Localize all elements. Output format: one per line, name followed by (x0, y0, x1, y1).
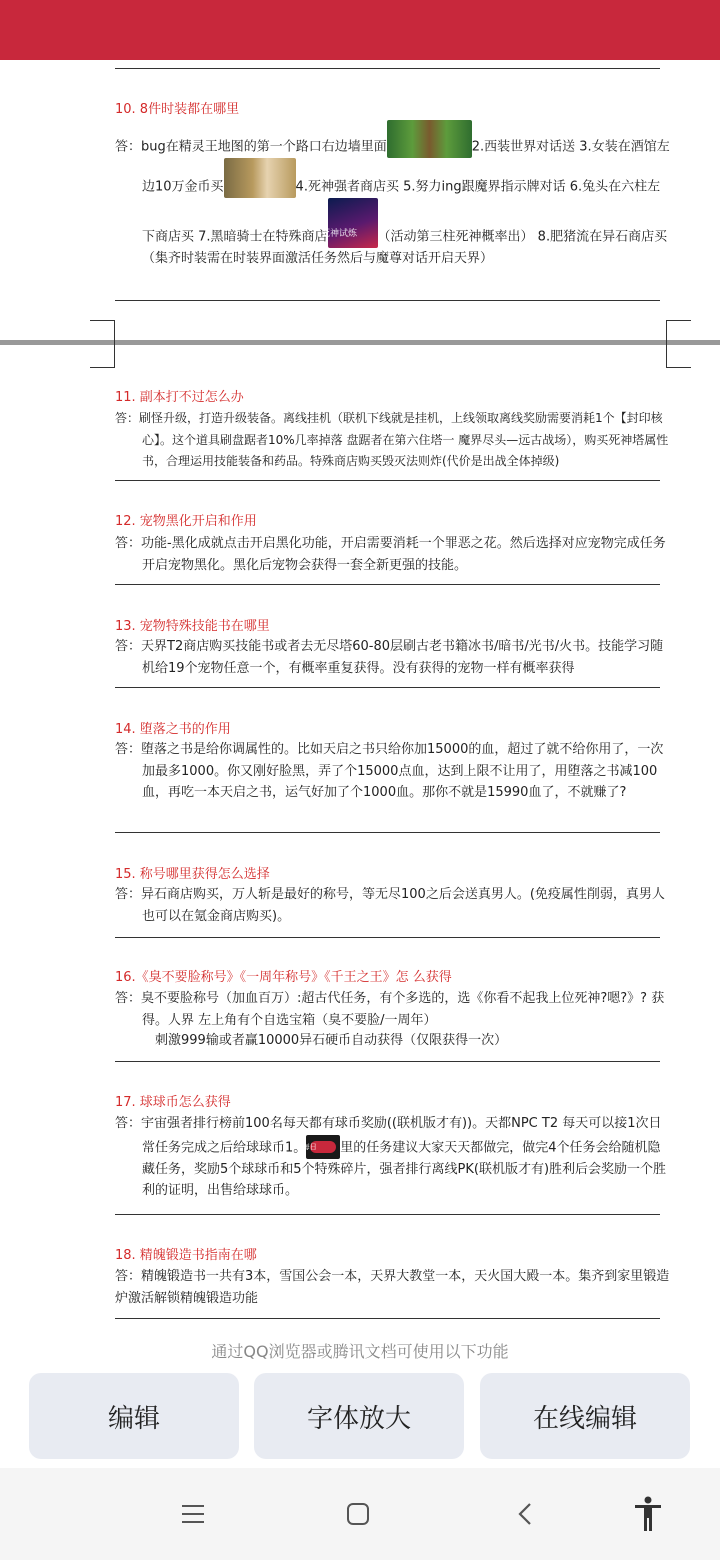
death-trial-image: 死神试炼 (328, 198, 378, 248)
back-icon[interactable] (505, 1498, 545, 1530)
npc-screenshot-image (224, 158, 296, 198)
question-title: 13. 宠物特殊技能书在哪里 (115, 619, 270, 634)
answer-text: 答：刷怪升级，打造升级装备。离线挂机（联机下线就是挂机，上线领取离线奖励需要消耗1个【封印核心】。这个道具刷盘踞者10%几率掉落 盘踞者在第六住塔一 魔界尽头—远古战场），购买死神塔属性书，合理运用技能装备和药品。特殊商店购买毁灭法则炸(代价是出战全体掉级) (115, 411, 669, 468)
divider (115, 1214, 660, 1215)
divider (115, 300, 660, 301)
font-enlarge-button[interactable]: 字体放大 (254, 1373, 464, 1459)
answer-text: 答：精魄锻造书一共有3本，雪国公会一本，天界大教堂一本，天火国大殿一本。集齐到家里锻造炉激活解锁精魄锻造功能 (115, 1269, 670, 1306)
divider (115, 584, 660, 585)
online-edit-button[interactable]: 在线编辑 (480, 1373, 690, 1459)
answer-text: 答：功能-黑化成就点击开启黑化功能，开启需要消耗一个罪恶之花。然后选择对应宠物完成任务开启宠物黑化。黑化后宠物会获得一套全新更强的技能。 (115, 536, 666, 573)
page-corner-left (90, 320, 115, 368)
divider (115, 832, 660, 833)
answer-text: 答：bug在精灵王地图的第一个路口右边墙里面 2.西装世界对话送 3.女装在酒馆左边10万金币买 4.死神强者商店买 5.努力ing跟魔界指示牌对话 6.兔头在六柱左下商店买 7.黑暗骑士在特殊商店 死神试炼 （活动第三柱死神概率出） 8.肥猪流在异石商店买（集齐时装需在时装界面激活任务然后与魔尊对话开启天界） (115, 120, 670, 270)
map-screenshot-image (387, 120, 472, 158)
feature-promo-panel (0, 1335, 720, 1465)
question-title: 15. 称号哪里获得怎么选择 (115, 867, 270, 882)
divider (115, 480, 660, 481)
answer-text: 答：天界T2商店购买技能书或者去无尽塔60-80层刷古老书籍冰书/暗书/光书/火书。技能学习随机给19个宠物任意一个，有概率重复获得。没有获得的宠物一样有概率获得 (115, 639, 664, 676)
home-icon[interactable] (338, 1498, 378, 1530)
edit-button[interactable]: 编辑 (29, 1373, 239, 1459)
question-title: 11. 副本打不过怎么办 (115, 390, 244, 405)
divider (115, 68, 660, 69)
answer-text: 答：堕落之书是给你调属性的。比如天启之书只给你加15000的血，超过了就不给你用了，一次加最多1000。你又刚好脸黑，弄了个15000点血，达到上限不让用了，用堕落之书减100血，再吃一本天启之书，运气好加了个1000血。那你不就是15990血了，不就赚了? (115, 742, 664, 800)
question-title: 18. 精魄锻造书指南在哪 (115, 1248, 257, 1263)
question-title: 10. 8件时装都在哪里 (115, 102, 240, 117)
question-title: 16.《臭不要脸称号》《一周年称号》《千王之王》怎 么获得 (115, 970, 452, 985)
daily-badge-image: 每日 (306, 1135, 340, 1159)
question-title: 14. 堕落之书的作用 (115, 722, 231, 737)
system-navigation-bar (0, 1468, 720, 1560)
promo-text: 通过QQ浏览器或腾讯文档可使用以下功能 (211, 1342, 509, 1361)
divider (115, 937, 660, 938)
answer-text: 答：宇宙强者排行榜前100名每天都有球币奖励((联机版才有))。天都NPC T2 每天可以接1次日常任务完成之后给球球币1。 每日 里的任务建议大家天天都做完，做完4个任务会给随机隐藏任务，奖励5个球球币和5个特殊碎片，强者排行离线PK(联机版才有)胜利后会奖励一个胜利的证明，出售给球球币。 (115, 1116, 667, 1198)
question-title: 12. 宠物黑化开启和作用 (115, 514, 257, 529)
menu-icon[interactable] (173, 1498, 213, 1530)
divider (115, 687, 660, 688)
divider (115, 1318, 660, 1319)
answer-text: 答：异石商店购买，万人斩是最好的称号，等无尽100之后会送真男人。(免疫属性削弱，真男人也可以在氪金商店购买)。 (115, 887, 665, 924)
question-title: 17. 球球币怎么获得 (115, 1095, 231, 1110)
top-status-bar (0, 0, 720, 60)
answer-text: 答：臭不要脸称号（加血百万）:超古代任务，有个多选的，选《你看不起我上位死神?嗯?》? 获得。人界 左上角有个自选宝箱（臭不要脸/一周年） (115, 991, 665, 1028)
page-corner-right (666, 320, 691, 368)
answer-text-continued: 刺激999输或者赢10000异石硬币自动获得（仅限获得一次） (155, 1033, 508, 1048)
divider (115, 1061, 660, 1062)
accessibility-icon[interactable] (628, 1498, 668, 1530)
